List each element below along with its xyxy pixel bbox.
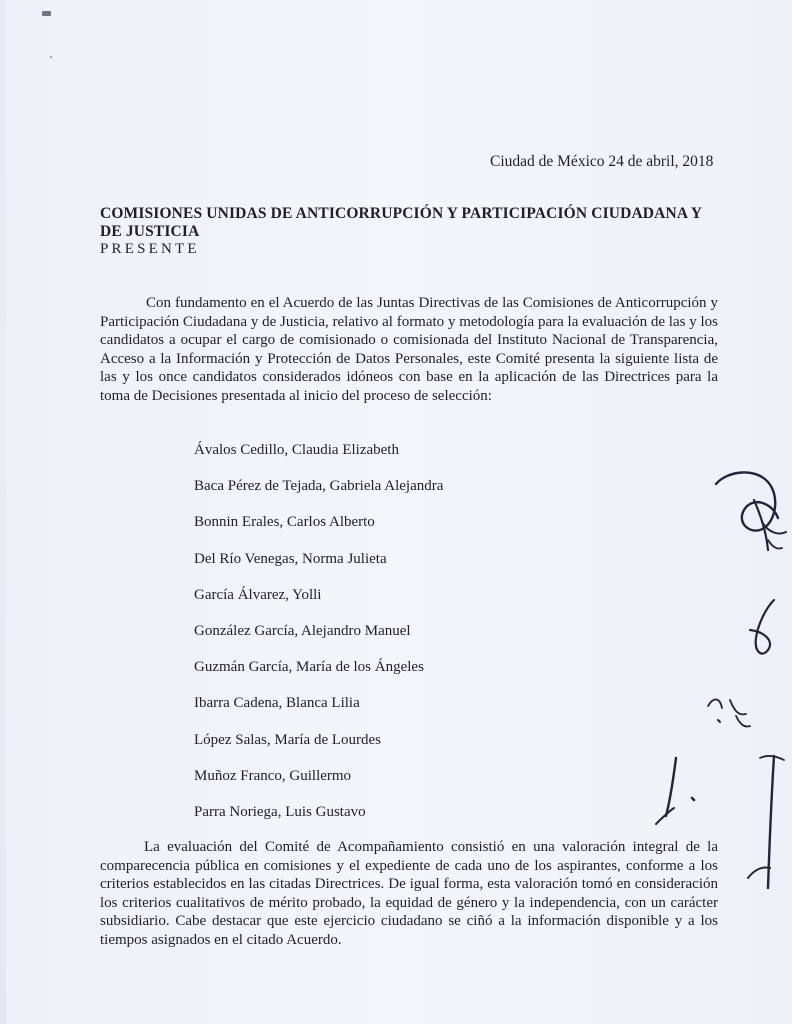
list-item: Muñoz Franco, Guillermo <box>194 767 352 784</box>
candidate-list <box>194 441 443 839</box>
signature-initial-middle <box>736 594 786 664</box>
speck-mark <box>50 56 52 58</box>
letter-heading: COMISIONES UNIDAS DE ANTICORRUPCIÓN Y PARTICIPACIÓN CIUDADANA Y DE JUSTICIA <box>100 205 702 240</box>
signature-initial-right <box>740 748 792 898</box>
letter-date: Ciudad de México 24 de abril, 2018 <box>490 153 714 170</box>
list-item: Ávalos Cedillo, Claudia Elizabeth <box>194 442 399 458</box>
list-item: Parra Noriega, Luis Gustavo <box>194 803 366 820</box>
signature-initial-left <box>652 752 712 832</box>
evaluation-paragraph <box>100 838 718 950</box>
signature-initial-top <box>706 462 792 562</box>
intro-paragraph-text: Con fundamento en el Acuerdo de las Juntas Directivas de las Comisiones de Anticorrupción y Participación Ciudadana y de Justicia, relativo al formato y metodología para la evaluación de las y los candidatos a ocupar el cargo de comisionado o comisionada del Instituto Nacional de Transparencia, Acceso a la Información y Protección de Datos Personales, este Comité presenta la siguiente lista de las y los once candidatos considerados idóneos con base en la aplicación de las Directrices para la toma de Decisiones presentada al inicio del proceso de selección: <box>100 295 718 404</box>
list-item: Baca Pérez de Tejada, Gabriela Alejandra <box>194 478 444 495</box>
list-item: García Álvarez, Yolli <box>194 586 322 603</box>
document-page <box>6 0 792 1024</box>
evaluation-paragraph-text: La evaluación del Comité de Acompañamiento consistió en una valoración integral de la comparecencia pública en comisiones y el expediente de cada uno de los aspirantes, conforme a los criterios establecidos en las citadas Directrices. De igual forma, esta valoración tomó en consideración los criterios cualitativos de mérito probado, la equidad de género y la independencia, con un carácter subsidiario. Cabe destacar que este ejercicio ciudadano se ciñó a la información disponible y a los tiempos asignados en el citado Acuerdo. <box>100 839 718 948</box>
punch-mark <box>42 11 51 16</box>
signature-initial-small <box>700 686 760 736</box>
list-item: López Salas, María de Lourdes <box>194 731 382 748</box>
list-item: Del Río Venegas, Norma Julieta <box>194 550 387 567</box>
list-item: Ibarra Cadena, Blanca Lilia <box>194 695 360 712</box>
list-item: Bonnin Erales, Carlos Alberto <box>194 514 375 531</box>
list-item: Guzmán García, María de los Ángeles <box>194 659 424 676</box>
list-item: González García, Alejandro Manuel <box>194 622 411 639</box>
letter-salutation: PRESENTE <box>100 241 200 257</box>
intro-paragraph <box>100 294 718 406</box>
